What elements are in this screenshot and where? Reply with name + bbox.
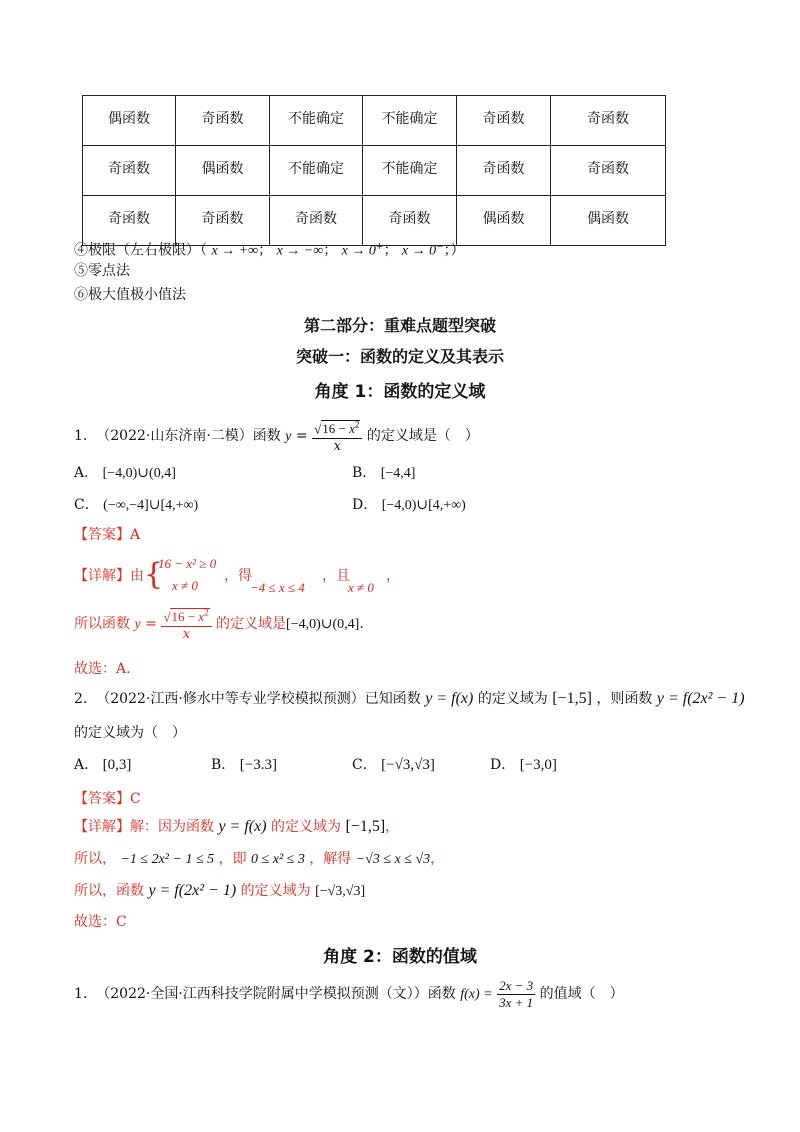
- q1-choose: 故选：A.: [74, 661, 131, 677]
- table-cell: 奇函数: [83, 146, 176, 196]
- table-cell: 偶函数: [83, 96, 176, 146]
- q2-option-a[interactable]: A． [0,3]: [74, 757, 132, 773]
- table-cell: 奇函数: [551, 146, 666, 196]
- table-cell: 不能确定: [270, 96, 363, 146]
- heading-breakthrough: 突破一：函数的定义及其表示: [295, 347, 504, 366]
- table-row: [83, 96, 666, 146]
- q2-option-d[interactable]: D． [−3,0]: [490, 757, 557, 773]
- table-cell: 奇函数: [270, 196, 363, 246]
- q2-option-c[interactable]: C． [−√3,√3]: [352, 757, 435, 773]
- table-cell: 奇函数: [176, 96, 270, 146]
- q2-stem-line1: 2. （2022·江西·修水中等专业学校模拟预测）已知函数 y = f(x) 的定义域为 [−1,5] ，则函数 y = f(2x² − 1): [74, 690, 745, 707]
- q1-option-a[interactable]: A． [−4,0)∪(0,4]: [74, 465, 176, 481]
- method-zero: ⑤零点法: [74, 263, 130, 279]
- table-cell: 不能确定: [363, 146, 457, 196]
- table-cell: 奇函数: [551, 96, 666, 146]
- table-cell: 不能确定: [363, 96, 457, 146]
- table-cell: 奇函数: [83, 196, 176, 246]
- heading-angle-1: 角度 1：函数的定义域: [314, 382, 486, 402]
- q2-stem-line2: 的定义域为（ ）: [74, 725, 186, 741]
- q2-choose: 故选：C: [74, 914, 127, 930]
- q1-answer: 【答案】A: [74, 527, 141, 543]
- table-cell: 奇函数: [363, 196, 457, 246]
- method-limit: ④极限（左右极限）（ x → +∞； x → −∞； x → 0+； x → 0−；）: [74, 242, 465, 259]
- q2-option-b[interactable]: B． [−3.3]: [211, 757, 277, 773]
- table-cell: 不能确定: [270, 146, 363, 196]
- parity-table: [82, 95, 666, 246]
- heading-part: 第二部分：重难点题型突破: [303, 316, 496, 335]
- q3-stem: 1. （2022·全国·江西科技学院附属中学模拟预测（文））函数 f(x) = $\frac{2x - 3}{3x + 1}$ 的值域（ ）: [74, 977, 624, 1010]
- table-cell: 偶函数: [176, 146, 270, 196]
- q1-option-c[interactable]: C． (−∞,−4]∪[4,+∞): [74, 497, 199, 513]
- q2-detail-line3: 所以，函数 y = f(2x² − 1) 的定义域为 [−√3,√3]: [74, 882, 366, 899]
- q2-answer: 【答案】C: [74, 791, 141, 807]
- q2-detail-line1: 【详解】解：因为函数 y = f(x) 的定义域为 [−1,5]，: [74, 818, 400, 835]
- table-cell: 偶函数: [457, 196, 551, 246]
- q1-conclusion: 所以函数 y = $\frac{√16 - x^2}{x}$ 的定义域是[−4,0)∪(0,4].: [74, 608, 364, 643]
- q1-stem: 1. （2022·山东济南·二模）函数 y = $\frac{√16 - x^2}{x}$ 的定义域是（ ）: [74, 420, 479, 455]
- q1-option-d[interactable]: D． [−4,0)∪[4,+∞): [352, 497, 466, 513]
- table-cell: 奇函数: [457, 96, 551, 146]
- table-row: [83, 146, 666, 196]
- q1-option-b[interactable]: B． [−4,4]: [352, 465, 416, 481]
- q2-detail-line2: 所以， −1 ≤ 2x² − 1 ≤ 5 ，即 0 ≤ x² ≤ 3 ，解得 −√3 ≤ x ≤ √3，: [74, 851, 445, 867]
- heading-angle-2: 角度 2：函数的值域: [323, 947, 477, 967]
- method-extreme: ⑥极大值极小值法: [74, 287, 186, 303]
- table-cell: 奇函数: [176, 196, 270, 246]
- table-cell: 奇函数: [457, 146, 551, 196]
- table-cell: 偶函数: [551, 196, 666, 246]
